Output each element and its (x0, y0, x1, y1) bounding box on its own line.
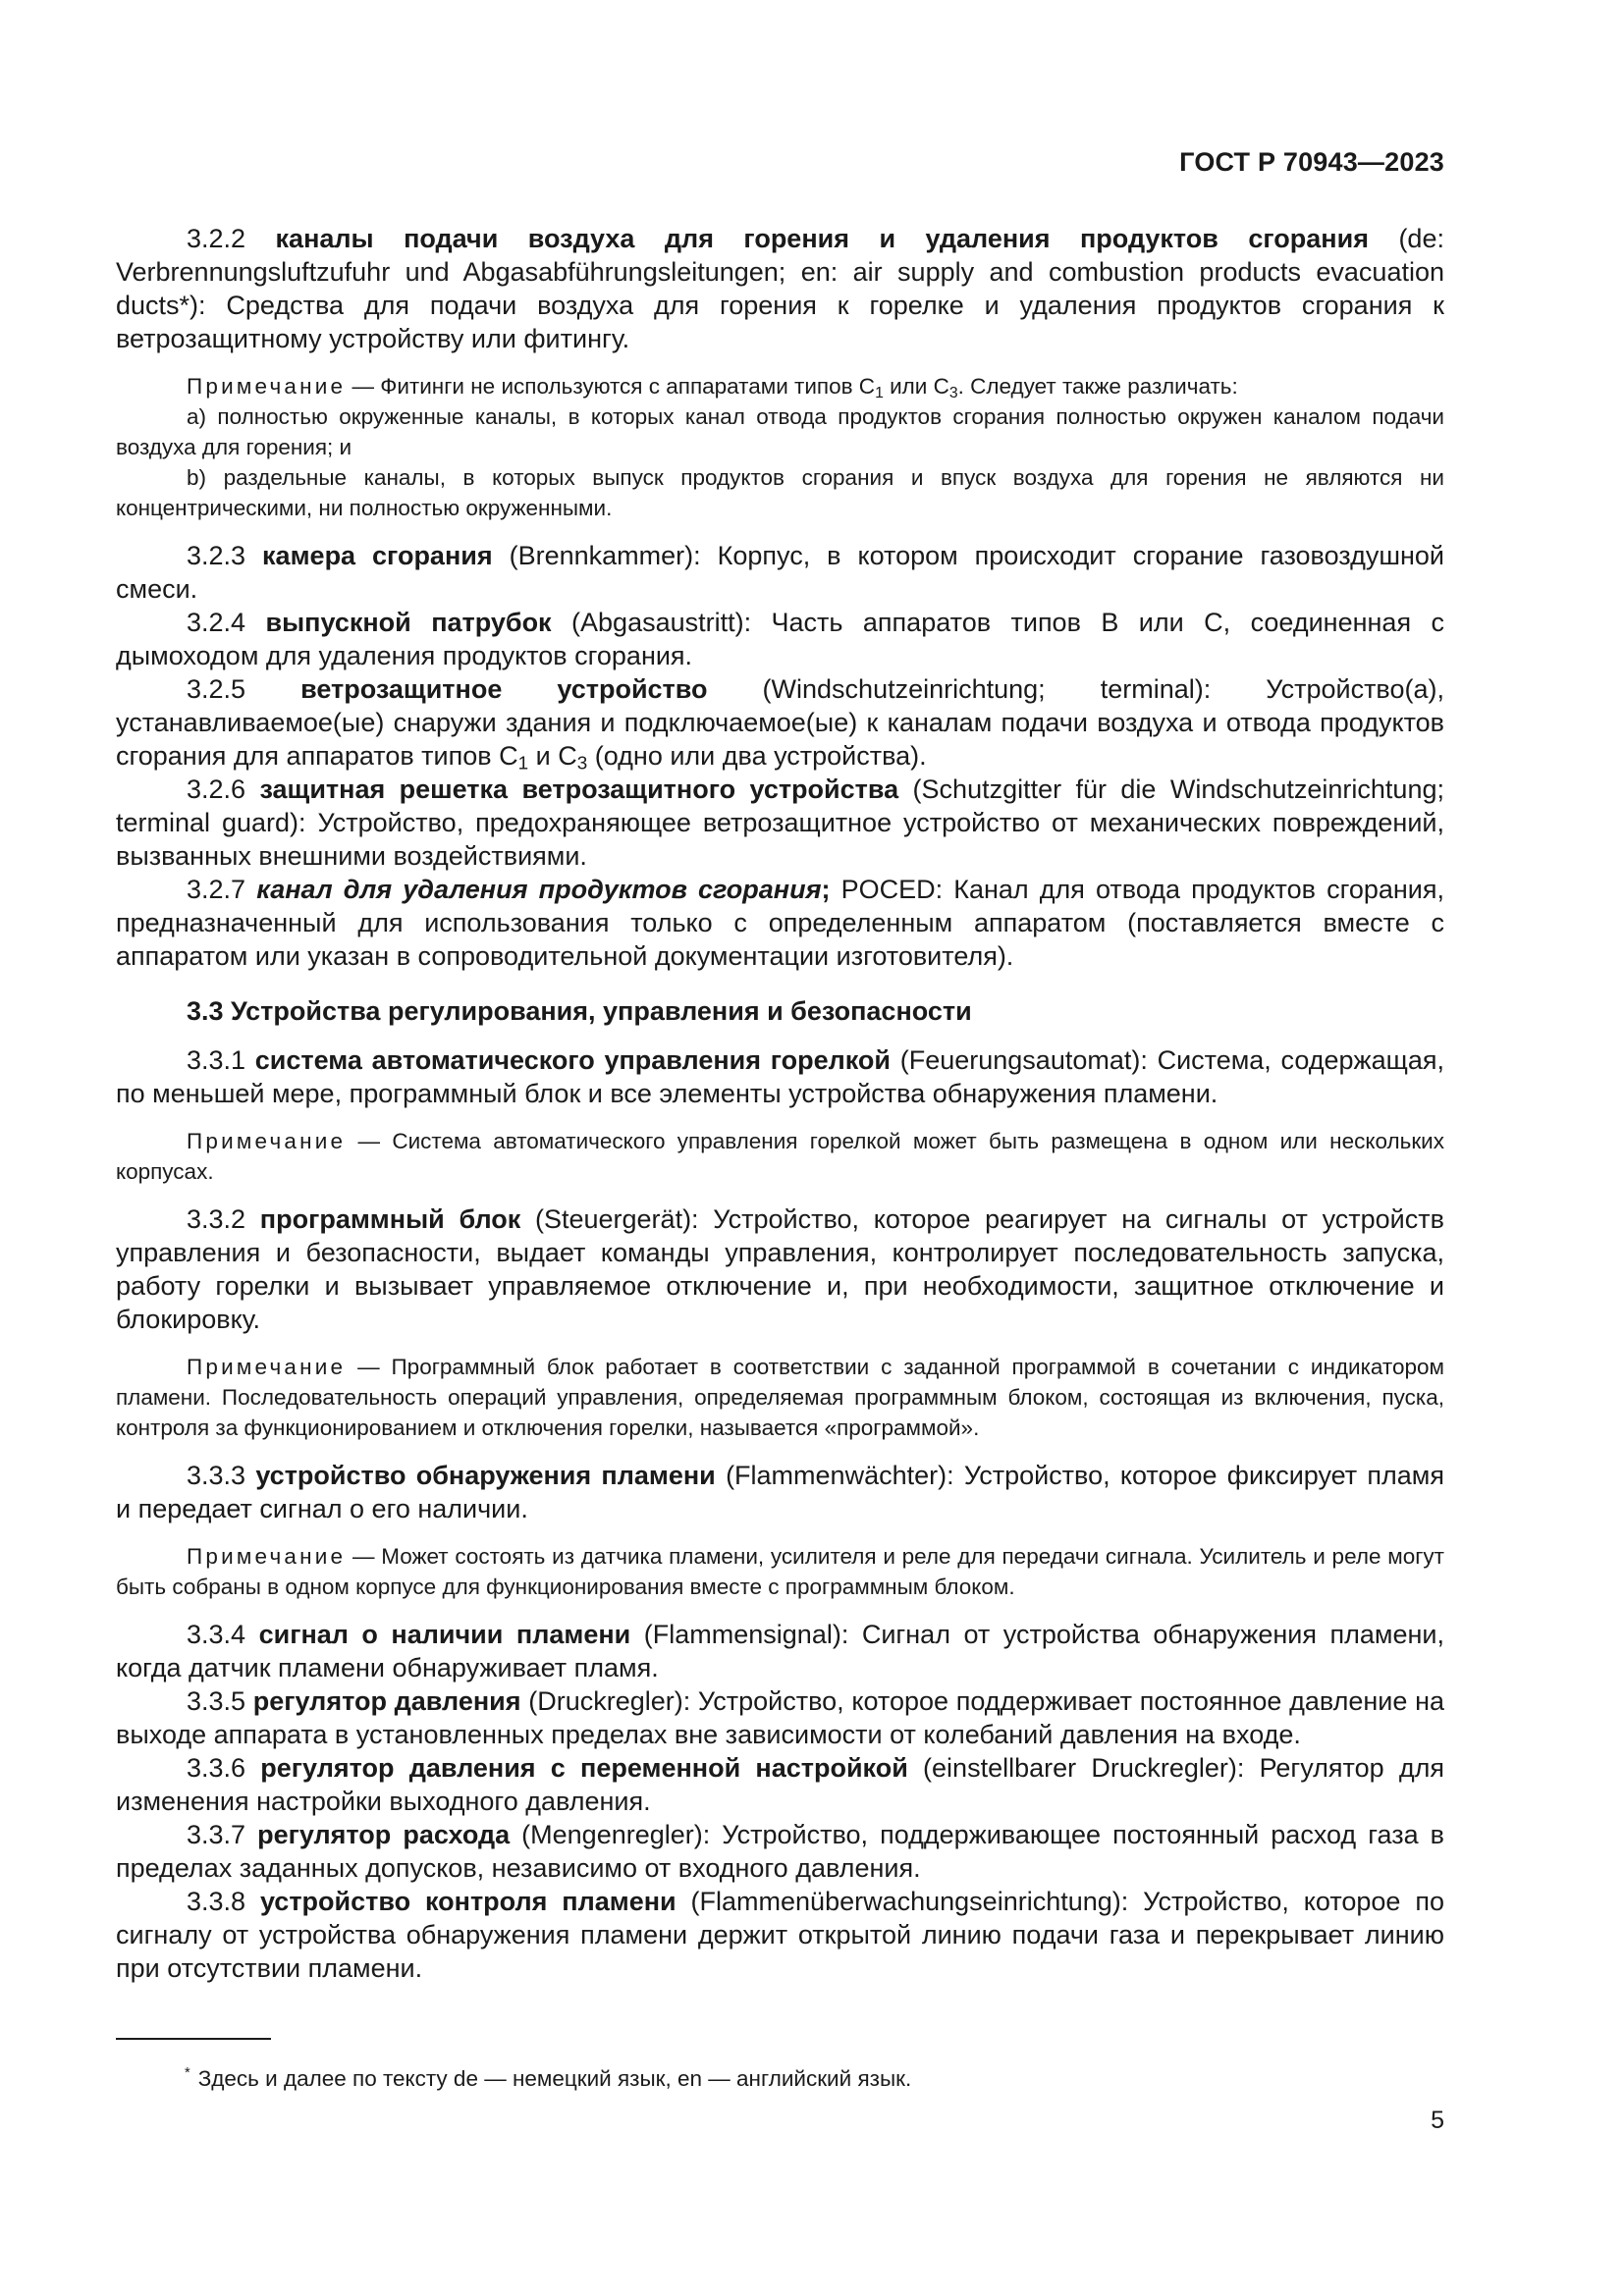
clause-3-2-6: 3.2.6 защитная решетка ветрозащитного устройства (Schutzgitter für die Windschutzeinrichtung; terminal guard): Устройство, предохраняющее ветрозащитное устройство от механических повреждений, вызванных внешними воздействиями. (116, 774, 1444, 871)
clause-3-3-1: 3.3.1 система автоматического управления горелкой (Feuerungsautomat): Система, содержащая, по меньшей мере, программный блок и все элементы устройства обнаружения пламени. (116, 1045, 1444, 1108)
note-label: Примечание (187, 374, 347, 399)
term: выпускной патрубок (265, 608, 552, 637)
term: регулятор давления (252, 1686, 521, 1716)
document-id-header: ГОСТ Р 70943—2023 (1179, 147, 1444, 177)
clause-3-3-3: 3.3.3 устройство обнаружения пламени (Flammenwächter): Устройство, которое фиксирует пламя и передает сигнал о его наличии. (116, 1461, 1444, 1523)
clause-3-3-8: 3.3.8 устройство контроля пламени (Flammenüberwachungseinrichtung): Устройство, которое по сигналу от устройства обнаружения пламени держит открытой линию подачи газа и перекрывает линию при отсутствии пламени. (116, 1887, 1444, 1983)
note-label: Примечание (187, 1544, 347, 1569)
term: защитная решетка ветрозащитного устройства (259, 774, 899, 804)
document-body (116, 222, 1444, 1985)
section-heading-3-3: 3.3 Устройства регулирования, управления и безопасности (187, 996, 972, 1026)
clause-3-3-6: 3.3.6 регулятор давления с переменной настройкой (einstellbarer Druckregler): Регулятор для изменения настройки выходного давления. (116, 1753, 1444, 1816)
note-3-3-1: Примечание — Система автоматического управления горелкой может быть размещена в одном или нескольких корпусах. (116, 1129, 1444, 1184)
term: камера сгорания (262, 541, 493, 570)
note-item-b: b) раздельные каналы, в которых выпуск продуктов сгорания и впуск воздуха для горения не являются ни концентрическими, ни полностью окруженными. (116, 465, 1444, 520)
note-3-3-3: Примечание — Может состоять из датчика пламени, усилителя и реле для передачи сигнала. Усилитель и реле могут быть собраны в одном корпусе для функционирования вместе с программным блоком. (116, 1544, 1444, 1599)
clause-3-2-3: 3.2.3 камера сгорания (Brennkammer): Корпус, в котором происходит сгорание газовоздушной смеси. (116, 541, 1444, 604)
term: регулятор давления с переменной настройкой (260, 1753, 908, 1783)
term: сигнал о наличии пламени (258, 1620, 631, 1649)
footnote-divider (116, 2038, 271, 2040)
note-3-2-2: Примечание — Фитинги не используются с аппаратами типов $C_1$ или $C_3$. Следует также различать: (187, 374, 1238, 401)
term: канал для удаления продуктов сгорания (256, 875, 822, 904)
footnote-text: Здесь и далее по тексту de — немецкий язык, en — английский язык. (197, 2066, 912, 2091)
clause-3-3-4: 3.3.4 сигнал о наличии пламени (Flammensignal): Сигнал от устройства обнаружения пламени, когда датчик пламени обнаруживает пламя. (116, 1620, 1444, 1682)
note-3-3-2: Примечание — Программный блок работает в соответствии с заданной программой в сочетании с индикатором пламени. Последовательность операций управления, определяемая программным блоком, состоящая из включения, пуска, контроля за функционированием и отключения горелки, называется «программой». (116, 1355, 1444, 1440)
term: устройство обнаружения пламени (255, 1461, 716, 1490)
footnote (185, 2064, 911, 2094)
clause-3-3-2: 3.3.2 программный блок (Steuergerät): Устройство, которое реагирует на сигналы от устройств управления и безопасности, выдает команды управления, контролирует последовательность запуска, работу горелки и вызывает управляемое отключение и, при необходимости, защитное отключение и блокировку. (116, 1204, 1444, 1334)
clause-3-3-5: 3.3.5 регулятор давления (Druckregler): Устройство, которое поддерживает постоянное давление на выходе аппарата в установленных пределах вне зависимости от колебаний давления на входе. (116, 1686, 1444, 1749)
note-label: Примечание (187, 1129, 347, 1153)
term: система автоматического управления горелкой (254, 1045, 892, 1075)
clause-3-2-2 (116, 222, 1444, 355)
footnote-mark: * (185, 2065, 190, 2082)
term: устройство контроля пламени (259, 1887, 677, 1916)
clause-3-2-7: 3.2.7 канал для удаления продуктов сгорания; POCED: Канал для отвода продуктов сгорания, предназначенный для использования только с определенным аппаратом (поставляется вместе с аппаратом или указан в сопроводительной документации изготовителя). (116, 875, 1445, 971)
note-label: Примечание (187, 1355, 347, 1379)
note-item-a: a) полностью окруженные каналы, в которых канал отвода продуктов сгорания полностью окружен каналом подачи воздуха для горения; и (116, 404, 1444, 459)
term: ветрозащитное устройство (300, 674, 708, 704)
page-number: 5 (1431, 2107, 1444, 2134)
term: программный блок (259, 1204, 521, 1234)
definition: (de: Verbrennungsluftzufuhr und Abgasabführungsleitungen; en: air supply and combustion products evacuation ducts*): Средства для подачи воздуха для горения к горелке и удаления продуктов сгорания к ветрозащитному устройству или фитингу. (116, 224, 1444, 353)
clause-3-2-4: 3.2.4 выпускной патрубок (Abgasaustritt): Часть аппаратов типов B или C, соединенная с дымоходом для удаления продуктов сгорания. (116, 608, 1444, 670)
clause-3-2-5: 3.2.5 ветрозащитное устройство (Windschutzeinrichtung; terminal): Устройство(а), устанавливаемое(ые) снаружи здания и подключаемое(ые) к каналам подачи воздуха и отвода продуктов сгорания для аппаратов типов $C_1$ и $C_3$ (одно или два устройства). (116, 674, 1444, 774)
clause-3-3-7: 3.3.7 регулятор расхода (Mengenregler): Устройство, поддерживающее постоянный расход газа в пределах заданных допусков, независимо от входного давления. (116, 1820, 1444, 1883)
term: каналы подачи воздуха для горения и удаления продуктов сгорания (275, 224, 1369, 253)
term: регулятор расхода (257, 1820, 511, 1849)
clause-number: 3.2.2 (187, 224, 246, 253)
